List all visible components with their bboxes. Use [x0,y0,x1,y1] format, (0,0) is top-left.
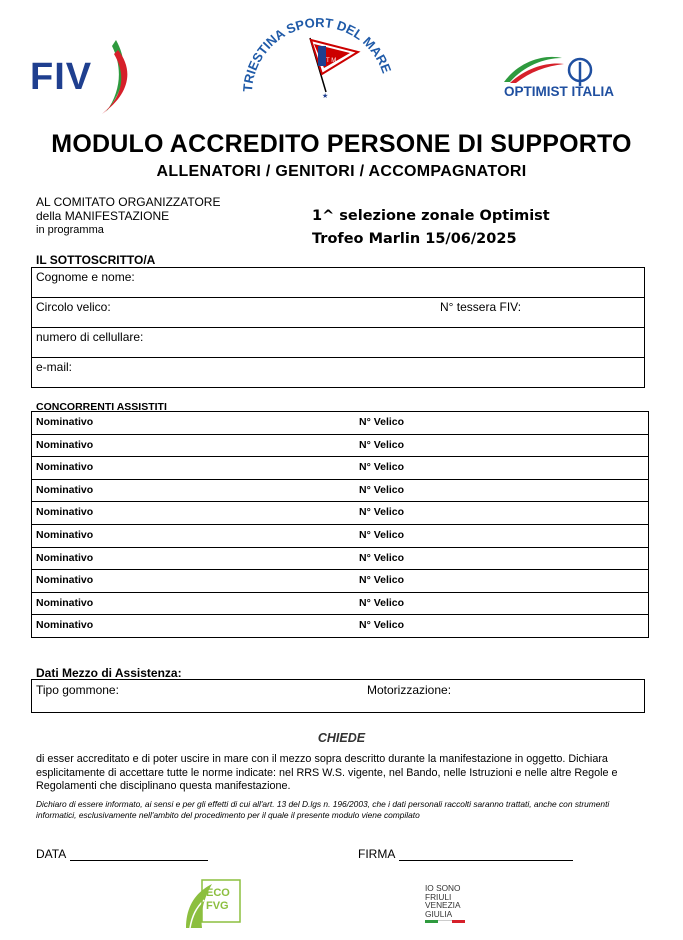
privacy-notice: Dichiaro di essere informato, ai sensi e per gli effetti di cui all'art. 13 del D.lgs n. 196/2003, che i dati personali raccolti saranno trattati, anche con strumenti informatici, esclusivamente nell'ambito del procedimento per il quale il presente modulo viene compilato [36,799,610,820]
signature-field[interactable] [358,846,573,861]
leaf-icon [182,876,244,932]
competitors-table [31,411,649,638]
name-label: Nominativo [36,506,94,519]
italian-flag-stripe-icon [425,920,465,923]
event-block [312,205,550,251]
signature-label: FIRMA [358,847,396,861]
date-line[interactable] [70,846,208,861]
phone-label: numero di cellullare: [36,330,144,344]
table-row[interactable] [32,412,648,435]
date-label: DATA [36,847,67,861]
date-field[interactable] [36,846,208,861]
sail-number-label: N° Velico [359,461,405,474]
name-label: Nominativo [36,596,94,609]
tsm-flag-text: T M [326,58,337,64]
name-label: Nominativo [36,483,94,496]
recipient-block [36,195,220,237]
sail-number-label: N° Velico [359,416,405,428]
phone-field[interactable] [32,328,644,358]
sail-number-label: N° Velico [359,574,405,587]
vessel-heading: Dati Mezzo di Assistenza: [36,666,182,680]
sail-number-label: N° Velico [359,619,405,632]
table-row[interactable] [32,480,648,503]
fvg-line-2: FRIULI [425,891,452,902]
page-title: MODULO ACCREDITO PERSONE DI SUPPORTO [51,130,632,158]
request-heading: CHIEDE [317,731,366,745]
sail-number-label: N° Velico [359,551,405,564]
eco-text-2: FVG [206,900,229,912]
request-paragraph: di esser accreditato e di poter uscire in mare con il mezzo sopra descritto durante la manifestazione in oggetto. Dichiara esplicitamente di accettare tutte le norme indicate: nel RRS W.S. vigente, nel Bando, nelle Istruzioni e nelle altre Regole e Regolamenti che disciplinano questa manifestazione. [36,753,618,792]
recipient-line-3: in programma [36,224,104,236]
fiv-logo [30,38,140,118]
club-field[interactable] [32,298,644,328]
boat-type-label: Tipo gommone: [36,683,119,697]
recipient-line-1: AL COMITATO ORGANIZZATORE [36,195,221,209]
sail-number-label: N° Velico [359,483,405,496]
email-label: e-mail: [36,360,73,374]
fvg-line-3: VENEZIA [425,900,461,910]
event-line-2: Trofeo Marlin 15/06/2025 [312,231,517,247]
table-row[interactable] [32,593,648,616]
name-label: Nominativo [36,619,94,632]
fiv-sail-icon [30,38,140,118]
table-row[interactable] [32,502,648,525]
optimist-swoosh-icon [500,52,645,86]
table-row[interactable] [32,570,648,593]
table-row[interactable] [32,548,648,571]
name-label: Nominativo [36,461,94,474]
name-label: Nominativo [36,438,94,451]
optimist-italia-logo [500,52,645,104]
fvg-line-4: GIULIA [425,908,453,919]
fiv-card-label: N° tessera FIV: [440,300,522,314]
table-row[interactable] [32,457,648,480]
eco-fvg-logo [182,876,244,932]
name-label: Nominativo [36,416,94,428]
table-row[interactable] [32,435,648,458]
page-subtitle: ALLENATORI / GENITORI / ACCOMPAGNATORI [156,163,527,180]
vessel-field[interactable] [31,679,645,713]
sail-number-label: N° Velico [359,438,405,451]
fvg-line-1: IO SONO [425,883,461,893]
sail-number-label: N° Velico [359,596,405,609]
name-label: Nominativo [36,551,94,564]
tsm-logo [238,10,398,102]
undersigned-heading: IL SOTTOSCRITTO/A [36,253,156,267]
recipient-line-2: della MANIFESTAZIONE [36,209,170,223]
burgee-flag-icon [310,38,358,100]
competitors-heading: CONCORRENTI ASSISTITI [36,401,167,413]
name-label: Nominativo [36,528,94,541]
signature-line[interactable] [399,846,573,861]
undersigned-form [31,267,645,388]
tsm-arc-text: TRIESTINA SPORT DEL MARE [239,14,395,93]
svg-text:★: ★ [322,93,329,100]
club-label: Circolo velico: [36,300,111,314]
email-field[interactable] [32,358,644,387]
sail-number-label: N° Velico [359,506,405,519]
io-sono-fvg-logo [425,884,485,928]
eco-text-1: ECO [206,887,230,899]
event-line-1: 1^ selezione zonale Optimist [312,208,550,224]
table-row[interactable] [32,615,648,637]
fiv-logo-text: FIV [30,56,93,98]
surname-name-field[interactable] [32,268,644,298]
surname-name-label: Cognome e nome: [36,270,135,284]
engine-label: Motorizzazione: [367,683,452,697]
table-row[interactable] [32,525,648,548]
sail-number-label: N° Velico [359,528,405,541]
name-label: Nominativo [36,574,94,587]
optimist-logo-text: OPTIMIST ITALIA [504,84,614,99]
